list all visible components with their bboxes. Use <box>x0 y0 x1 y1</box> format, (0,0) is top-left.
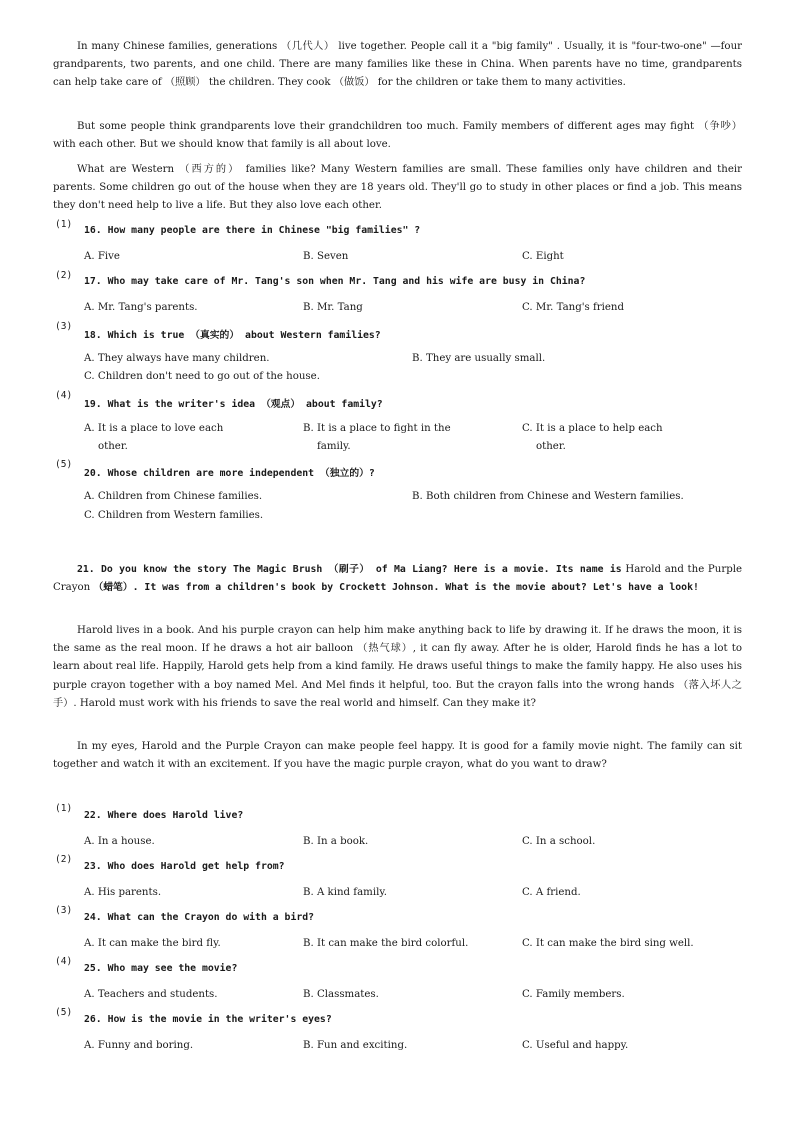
question-number: (1) <box>55 219 73 230</box>
q17-option-a[interactable]: A. Mr. Tang's parents. <box>84 302 198 313</box>
q18-option-b[interactable]: B. They are usually small. <box>412 353 546 364</box>
question-23-text: 23. Who does Harold get help from? <box>84 861 285 872</box>
q25-option-c[interactable]: C. Family members. <box>522 989 625 1000</box>
q22-option-c[interactable]: C. In a school. <box>522 836 596 847</box>
q16-option-a[interactable]: A. Five <box>84 251 120 262</box>
question-number: (2) <box>55 270 73 281</box>
q16-option-b[interactable]: B. Seven <box>303 251 349 262</box>
q19-option-c[interactable] <box>522 420 732 456</box>
q20-option-a[interactable]: A. Children from Chinese families. <box>84 491 263 502</box>
passage2-paragraph-2: In my eyes, Harold and the Purple Crayon can make people feel happy. It is good for a family movie night. The family can sit together and watch it with an excitement. If you have the magic purple crayon, what do you want to draw? <box>53 741 742 771</box>
question-20-text: 20. Whose children are more independent （独立的）? <box>84 468 375 479</box>
passage1-paragraph-1: In many Chinese families, generations （几代人） live together. People call it a "big family" . Usually, it is "four-two-one" —four grandparents, two parents, and one child. There are many families like these in China. When parents have no time, grandparents can help take care of （照顾） the children. They cook （做饭） for the children or take them to many activities. <box>53 41 742 89</box>
q25-option-a[interactable]: A. Teachers and students. <box>84 989 218 1000</box>
q23-option-a[interactable]: A. His parents. <box>84 887 162 898</box>
q19-option-a-line1: A. It is a place to love each <box>84 423 224 434</box>
q17-option-b[interactable]: B. Mr. Tang <box>303 302 363 313</box>
q26-option-c[interactable]: C. Useful and happy. <box>522 1040 629 1051</box>
question-18-text: 18. Which is true （真实的） about Western families? <box>84 330 381 341</box>
question-19-text: 19. What is the writer's idea （观点） about family? <box>84 399 383 410</box>
q24-option-b[interactable]: B. It can make the bird colorful. <box>303 938 469 949</box>
question-number: (3) <box>55 905 73 916</box>
q23-option-b[interactable]: B. A kind family. <box>303 887 387 898</box>
question-25-text: 25. Who may see the movie? <box>84 963 238 974</box>
q22-option-b[interactable]: B. In a book. <box>303 836 369 847</box>
q19-option-c-line1: C. It is a place to help each <box>522 423 663 434</box>
q22-option-a[interactable]: A. In a house. <box>84 836 155 847</box>
q16-option-c[interactable]: C. Eight <box>522 251 564 262</box>
passage1-paragraph-3: What are Western （西方的） families like? Many Western families are small. These families only have children and their parents. Some children go out of the house when they are 18 years old. They'll go to study in other places or find a job. This means they don't need help to live a life. But they also love each other. <box>53 164 742 212</box>
q26-option-b[interactable]: B. Fun and exciting. <box>303 1040 408 1051</box>
passage2-intro-part1: 21. Do you know the story The Magic Brush （刷子） of Ma Liang? Here is a movie. Its name is <box>77 564 622 575</box>
passage2-intro-part2: （蜡笔）. It was from a children's book by Crockett Johnson. What is the movie about? Let's have a look! <box>93 582 699 594</box>
q26-option-a[interactable]: A. Funny and boring. <box>84 1040 194 1051</box>
q19-option-a-line2: other. <box>98 441 128 452</box>
q19-option-a[interactable] <box>84 420 294 456</box>
q19-option-b-line1: B. It is a place to fight in the <box>303 423 451 434</box>
question-number: (4) <box>55 956 73 967</box>
question-number: (3) <box>55 321 73 332</box>
question-number: (5) <box>55 1007 73 1018</box>
passage2-intro <box>53 561 742 597</box>
q20-option-b[interactable]: B. Both children from Chinese and Western families. <box>412 491 684 502</box>
q24-option-c[interactable]: C. It can make the bird sing well. <box>522 938 694 949</box>
question-22-text: 22. Where does Harold live? <box>84 810 244 821</box>
q18-option-a[interactable]: A. They always have many children. <box>84 353 270 364</box>
question-number: (4) <box>55 390 73 401</box>
q25-option-b[interactable]: B. Classmates. <box>303 989 379 1000</box>
question-number: (2) <box>55 854 73 865</box>
question-24-text: 24. What can the Crayon do with a bird? <box>84 912 315 923</box>
q19-option-b-line2: family. <box>317 441 351 452</box>
q24-option-a[interactable]: A. It can make the bird fly. <box>84 938 221 949</box>
question-16-text: 16. How many people are there in Chinese "big families" ? <box>84 225 421 236</box>
question-number: (1) <box>55 803 73 814</box>
movie-title: Harold and the Purple Crayon <box>53 564 743 594</box>
q20-option-c[interactable]: C. Children from Western families. <box>84 510 264 521</box>
q17-option-c[interactable]: C. Mr. Tang's friend <box>522 302 625 313</box>
q19-option-b[interactable] <box>303 420 513 456</box>
q18-option-c[interactable]: C. Children don't need to go out of the house. <box>84 371 320 382</box>
q23-option-c[interactable]: C. A friend. <box>522 887 581 898</box>
question-number: (5) <box>55 459 73 470</box>
passage2-paragraph-1: Harold lives in a book. And his purple crayon can help him make anything back to life by drawing it. If he draws the moon, it is the same as the real moon. If he draws a hot air balloon （热气球）, it can fly away. After he is older, Harold finds he has a lot to learn about real life. Happily, Harold gets help from a kind family. He draws useful things to make the family happy. He also uses his purple crayon together with a boy named Mel. And Mel finds it helpful, too. But the crayon falls into the wrong hands （落入坏人之手）. Harold must work with his friends to save the real world and himself. Can they make it? <box>53 625 742 709</box>
q19-option-c-line2: other. <box>536 441 566 452</box>
question-17-text: 17. Who may take care of Mr. Tang's son when Mr. Tang and his wife are busy in China? <box>84 276 586 287</box>
question-26-text: 26. How is the movie in the writer's eyes? <box>84 1014 332 1025</box>
passage1-paragraph-2: But some people think grandparents love their grandchildren too much. Family members of different ages may fight （争吵） with each other. But we should know that family is all about love. <box>53 121 742 151</box>
